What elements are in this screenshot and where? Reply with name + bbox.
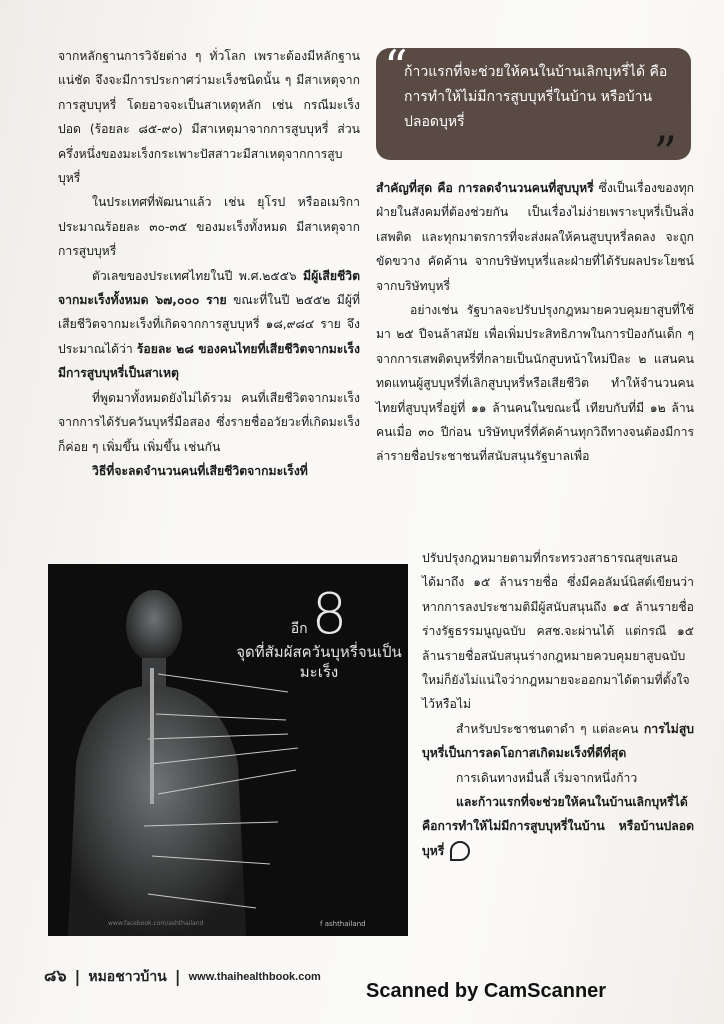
text-run: ตัวเลขของประเทศไทยในปี พ.ศ.๒๕๕๖	[92, 268, 304, 283]
illustration-title	[234, 582, 404, 682]
right-paragraph-6	[422, 790, 694, 863]
footer-divider: |	[74, 967, 81, 986]
right-column-continued	[422, 546, 694, 863]
bold-run: มีผู้เสียชีวิตจากมะเร็งทั้งหมด ๖๗,๐๐๐ ราย	[58, 268, 360, 308]
right-column	[376, 176, 694, 469]
illustration-url: www.facebook.com/ashthailand	[108, 920, 204, 927]
left-paragraph-1: จากหลักฐานการวิจัยต่าง ๆ ทั่วโลก เพราะต้องมีหลักฐานแน่ชัด จึงจะมีการประกาศว่ามะเร็งชนิดนั้น ๆ มีสาเหตุจากการสูบบุหรี่ โดยอาจจะเป็นสาเหตุหลัก เช่น กรณีมะเร็งปอด (ร้อยละ ๘๕-๙๐) มีสาเหตุมาจากการสูบบุหรี่ ส่วนครึ่งหนึ่งของมะเร็งกระเพาะปัสสาวะมีสาเหตุจากการสูบบุหรี่	[58, 49, 360, 186]
left-paragraph-5: วิธีที่จะลดจำนวนคนที่เสียชีวิตจากมะเร็งที่	[92, 463, 308, 478]
bold-run: ร้อยละ ๒๘ ของคนไทยที่เสียชีวิตจากมะเร็งมีการสูบบุหรี่เป็นสาเหตุ	[58, 341, 360, 381]
illustration-credit: f ashthailand	[320, 920, 366, 928]
left-paragraph-4: ที่พูดมาทั้งหมดยังไม่ได้รวม คนที่เสียชีวิตจากมะเร็งจากการได้รับควันบุหรี่มือสอง ซึ่งรายชื่ออวัยวะที่เกิดมะเร็งก็ค่อย ๆ เพิ่มขึ้น เพิ่มขึ้น เช่นกัน	[58, 390, 360, 454]
open-quote-mark: “	[384, 40, 408, 94]
right-paragraph-1	[376, 176, 694, 298]
magazine-name: หมอชาวบ้าน	[88, 968, 167, 985]
right-paragraph-2: อย่างเช่น รัฐบาลจะปรับปรุงกฎหมายควบคุมยาสูบที่ใช้มา ๒๕ ปีจนล้าสมัย เพื่อเพิ่มประสิทธิภาพในการป้องกันเด็ก ๆ จากการเสพติดบุหรี่ที่กลายเป็นนักสูบหน้าใหม่ปีละ ๒ แสนคน ทดแทนผู้สูบบุหรี่ที่เลิกสูบบุหรี่หรือเสียชีวิต ทำให้จำนวนคนไทยที่สูบบุหรี่อยู่ที่ ๑๑ ล้านคนในขณะนี้ เทียบกับที่มี ๑๒ ล้านคนเมื่อ ๓๐ ปีก่อน บริษัทบุหรี่ที่คัดค้านทุกวิถีทางจนต้องมีการล่ารายชื่อประชาชนที่สนับสนุนรัฐบาลเพื่อ	[376, 303, 694, 464]
scanner-watermark: Scanned by CamScanner	[366, 980, 607, 1002]
text-run: สำหรับประชาชนตาดำ ๆ แต่ละคน	[456, 721, 644, 736]
left-paragraph-2: ในประเทศที่พัฒนาแล้ว เช่น ยุโรป หรืออเมริกา ประมาณร้อยละ ๓๐-๓๕ ของมะเร็งทั้งหมด มีสาเหตุจากการสูบบุหรี่	[58, 195, 360, 259]
anatomy-illustration	[48, 564, 408, 936]
close-quote-mark: ”	[653, 126, 677, 180]
left-column	[58, 44, 360, 483]
end-icon	[450, 841, 470, 861]
page-number: ๘๖	[44, 966, 67, 985]
title-text: จุดที่สัมผัสควันบุหรี่จนเป็นมะเร็ง	[236, 643, 402, 681]
pull-quote-text: ก้าวแรกที่จะช่วยให้คนในบ้านเลิกบุหรี่ได้ คือการทำให้ไม่มีการสูบบุหรี่ในบ้าน หรือบ้านปลอดบุหรี่	[404, 64, 668, 130]
text-run: ขณะที่ในปี ๒๕๕๒ มีผู้ที่เสียชีวิตจากมะเร็งที่เกิดจากการสูบบุหรี่ ๑๘,๙๘๔ ราย จึงประมาณได้ว่า	[58, 293, 360, 356]
magazine-url: www.thaihealthbook.com	[188, 970, 321, 983]
title-number: 8	[311, 582, 348, 647]
footer-divider: |	[174, 967, 181, 986]
right-paragraph-5: การเดินทางหมื่นลี้ เริ่มจากหนึ่งก้าว	[456, 770, 638, 785]
bold-run: การไม่สูบบุหรี่เป็นการลดโอกาสเกิดมะเร็งที่ดีที่สุด	[422, 721, 694, 761]
right-paragraph-3: ปรับปรุงกฎหมายตามที่กระทรวงสาธารณสุขเสนอ ได้มาถึง ๑๕ ล้านรายชื่อ ซึ่งมีคอลัมน์นิสต์เขียนว่าหากการลงประชามติมีผู้สนับสนุนถึง ๑๕ ล้านรายชื่อ ร่างรัฐธรรมนูญฉบับ คสช.จะผ่านได้ แต่กรณี ๑๕ ล้านรายชื่อสนับสนุนร่างกฎหมายควบคุมยาสูบฉบับใหม่ก็ยังไม่แน่ใจว่ากฎหมายจะออกมาได้ตามที่ตั้งใจไว้หรือไม่	[422, 551, 694, 712]
page-footer	[44, 964, 321, 989]
bold-run: และก้าวแรกที่จะช่วยให้คนในบ้านเลิกบุหรี่ได้ คือการทำให้ไม่มีการสูบบุหรี่ในบ้าน หรือบ้านปลอดบุหรี่	[422, 795, 694, 858]
right-paragraph-4	[422, 717, 694, 766]
text-run: ซึ่งเป็นเรื่องของทุกฝ่ายในสังคมที่ต้องช่วยกัน เป็นเรื่องไม่ง่ายเพราะบุหรี่เป็นสิ่งเสพติด และทุกมาตรการที่จะส่งผลให้คนสูบบุหรี่ลดลง จะถูกขัดขวาง คัดค้าน จากบริษัทบุหรี่และฝ่ายที่ได้รับผลประโยชน์จากบริษัทบุหรี่	[376, 181, 694, 293]
title-prefix: อีก	[290, 621, 308, 637]
pull-quote	[376, 40, 691, 180]
bold-run: สำคัญที่สุด คือ การลดจำนวนคนที่สูบบุหรี่	[376, 181, 594, 195]
left-paragraph-3	[58, 264, 360, 386]
